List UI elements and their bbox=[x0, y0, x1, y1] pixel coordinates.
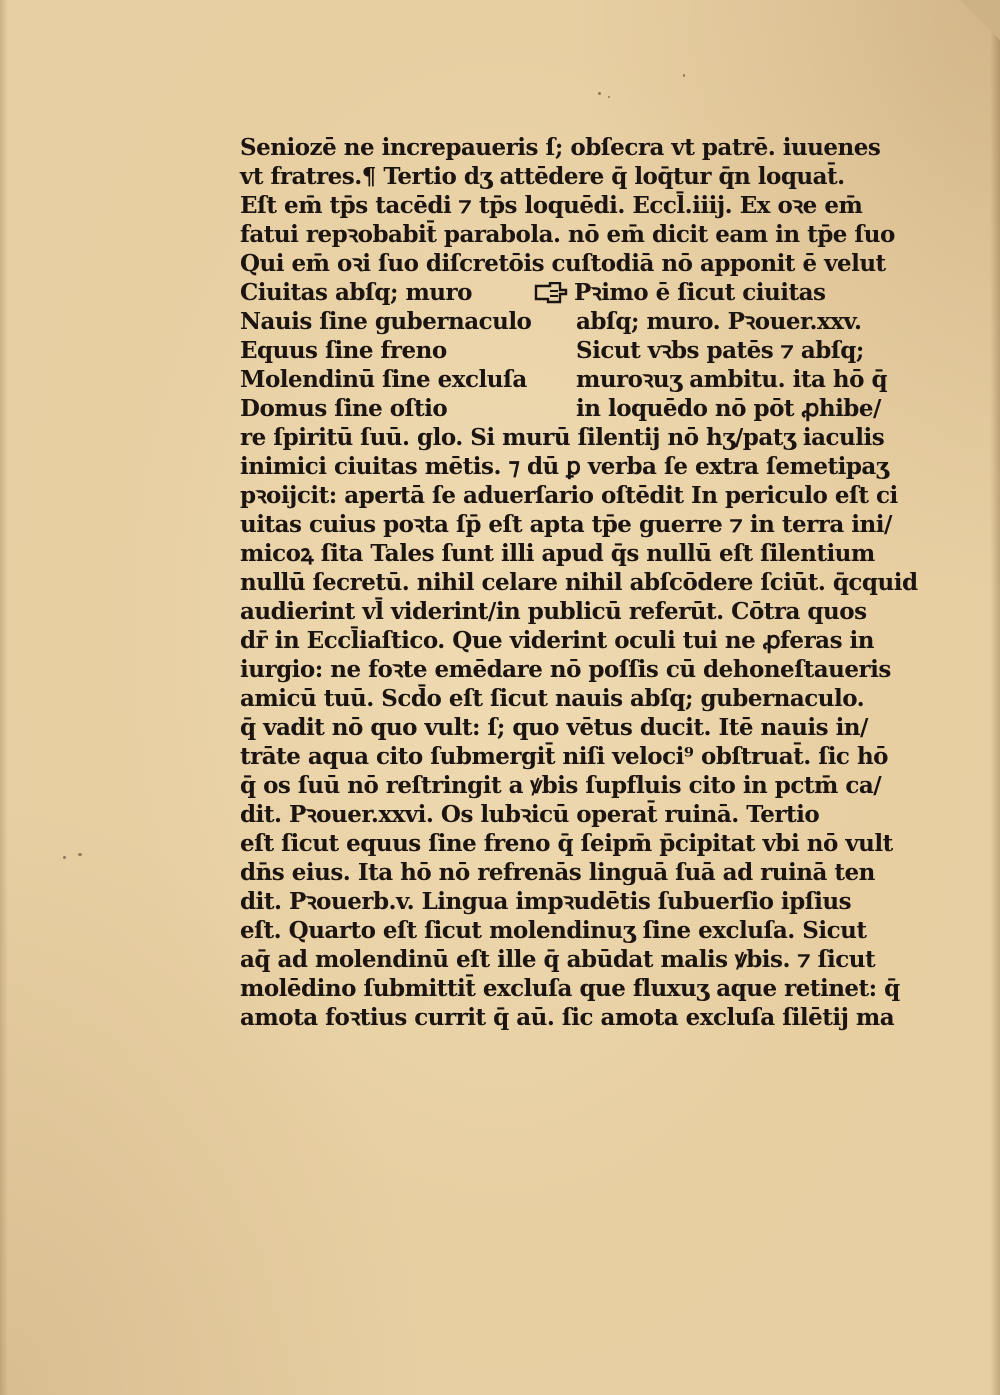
list-item: Molendinū ſine excluſa bbox=[240, 366, 527, 393]
text-line: q̄ os ſuū nō reſtringit a ꝟbis ſupfluis cito in pctm̄ ca/ bbox=[240, 772, 882, 799]
page-corner-fold bbox=[960, 0, 1000, 40]
text-line: Qui em̄ oꝛi ſuo diſcretōis cuſtodiā nō apponit ē velut bbox=[240, 250, 886, 277]
right-column-line: abſq; muro. Pꝛouer.xxv. bbox=[576, 308, 862, 335]
text-line: dit. Pꝛouerb.v. Lingua impꝛudētis ſubuerſio ipſius bbox=[240, 888, 852, 915]
text-line: q̄ vadit nō quo vult: ſ; quo vētus ducit. Itē nauis in/ bbox=[240, 714, 868, 741]
text-line: dn̄s eius. Ita hō nō refrenās linguā ſuā ad ruinā ten bbox=[240, 859, 875, 886]
list-item: Ciuitas abſq; muro bbox=[240, 279, 472, 306]
list-item: Equus ſine freno bbox=[240, 337, 447, 364]
ink-speck bbox=[63, 856, 66, 859]
text-line: audierint vl̄ viderint/in publicū referūt. Cōtra quos bbox=[240, 598, 867, 625]
ink-speck bbox=[598, 92, 601, 95]
text-line: uitas cuius poꝛta ſp̄ eſt apta tp̄e guerre ⁊ in terra ini/ bbox=[240, 511, 892, 538]
text-line: molēdino ſubmittit̄ excluſa que fluxuʒ aque retinet: q̄ bbox=[240, 975, 900, 1002]
text-line: eſt. Quarto eſt ſicut molendinuʒ ſine excluſa. Sicut bbox=[240, 917, 867, 944]
right-column-line: muroꝛuʒ ambitu. ita hō q̄ bbox=[576, 366, 888, 393]
text-line: dr̄ in Eccl̄iaſtico. Que viderint oculi tui ne ꝓferas in bbox=[240, 627, 875, 654]
text-line: pꝛoijcit: apertā ſe aduerſario oſtēdit In periculo eſt ci bbox=[240, 482, 898, 509]
text-line: amota foꝛtius currit q̄ aū. ſic amota excluſa ſilētij ma bbox=[240, 1004, 895, 1031]
right-column-text: Pꝛimo ē ſicut ciuitas bbox=[574, 279, 826, 306]
printed-text-block bbox=[228, 133, 928, 1133]
text-line: inimici ciuitas mētis. ⁊ dū ꝑ verba ſe extra ſemetipaʒ bbox=[240, 453, 889, 480]
text-line: trāte aqua cito ſubmergit̄ niſi veloci⁹ obſtruat̄. ſic hō bbox=[240, 743, 889, 770]
text-line: fatui repꝛobabit̄ parabola. nō em̄ dicit eam in tp̄e ſuo bbox=[240, 221, 895, 248]
text-line: dit. Pꝛouer.xxvi. Os lubꝛicū operat̄ ruinā. Tertio bbox=[240, 801, 820, 828]
text-line: iurgio: ne foꝛte emēdare nō poſſis cū dehoneſtaueris bbox=[240, 656, 891, 683]
right-column-line: Sicut vꝛbs patēs ⁊ abſq; bbox=[576, 337, 864, 364]
page-right-edge-shadow bbox=[990, 0, 1000, 1395]
ink-speck bbox=[608, 96, 610, 98]
ink-speck bbox=[78, 853, 82, 856]
ink-showthrough bbox=[590, 80, 790, 120]
text-line: Seniozē ne increpaueris ſ; obſecra vt patrē. iuuenes bbox=[240, 134, 881, 161]
pointing-hand-icon bbox=[534, 282, 568, 304]
list-item: Domus ſine oſtio bbox=[240, 395, 448, 422]
text-line: eſt ſicut equus ſine freno q̄ ſeipm̄ p̄cipitat vbi nō vult bbox=[240, 830, 893, 857]
right-column-line: in loquēdo nō pōt ꝓhibe/ bbox=[576, 395, 881, 422]
text-line: re ſpiritū ſuū. glo. Si murū ſilentij nō hʒ/patʒ iaculis bbox=[240, 424, 885, 451]
text-line: micoꝝ ſita Tales ſunt illi apud q̄s nullū eſt ſilentium bbox=[240, 540, 875, 567]
ink-speck bbox=[683, 74, 685, 77]
list-item: Nauis ſine gubernaculo bbox=[240, 308, 532, 335]
text-line: aq̄ ad molendinū eſt ille q̄ abūdat malis ꝟbis. ⁊ ſicut bbox=[240, 946, 876, 973]
text-line: amicū tuū. Scd̄o eſt ſicut nauis abſq; gubernaculo. bbox=[240, 685, 865, 712]
text-line: vt fratres.¶ Tertio dʒ attēdere q̄ loq̄tur q̄n loquat̄. bbox=[240, 163, 845, 190]
right-column-line bbox=[534, 278, 825, 308]
page-left-edge-shadow bbox=[0, 0, 8, 1395]
text-line: Eſt em̄ tp̄s tacēdi ⁊ tp̄s loquēdi. Eccl̄.iiij. Ex oꝛe em̄ bbox=[240, 192, 863, 219]
text-line: nullū ſecretū. nihil celare nihil abſcōdere ſciūt. q̄cquid bbox=[240, 569, 918, 596]
